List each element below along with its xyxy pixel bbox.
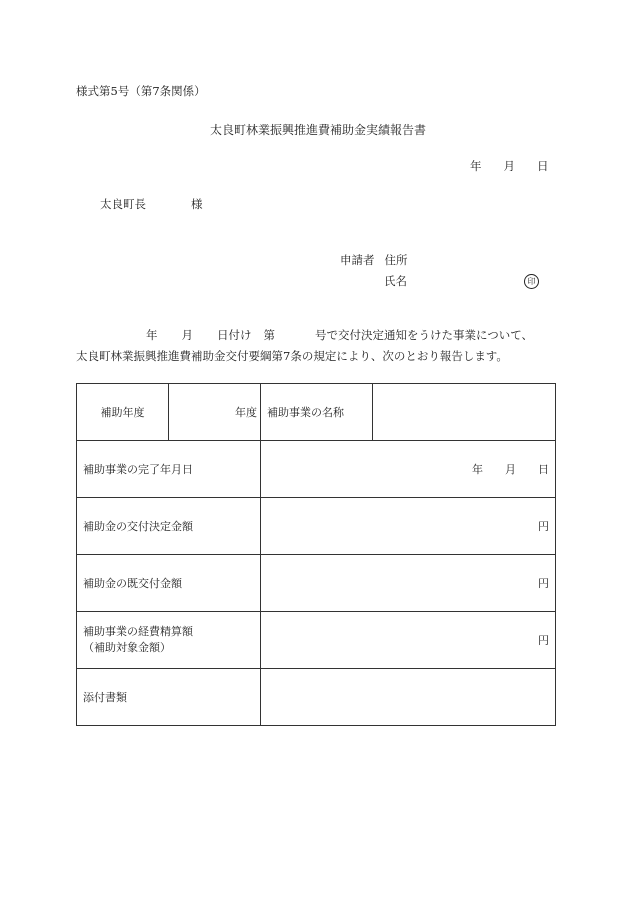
table-row — [77, 612, 556, 669]
table-row — [77, 555, 556, 612]
expense-value[interactable]: 円 — [261, 612, 556, 669]
expense-label-line2: （補助対象金額） — [83, 641, 171, 654]
addressee-honorific: 様 — [191, 197, 203, 211]
table-row — [77, 498, 556, 555]
applicant-address-line — [340, 255, 408, 267]
completion-date-label: 補助事業の完了年月日 — [77, 441, 261, 498]
address-label: 住所 — [384, 253, 408, 267]
date-year: 年 — [470, 159, 482, 173]
applicant-name-label: 氏名 — [384, 274, 407, 288]
table-row — [77, 384, 556, 441]
seal-mark — [524, 274, 539, 289]
body-line1-rest: 号で交付決定通知をうけた事業について、 — [315, 328, 534, 342]
addressee-name: 太良町長 — [100, 197, 146, 211]
completion-day: 日 — [538, 463, 549, 476]
addressee — [100, 199, 203, 211]
grant-paid-value[interactable]: 円 — [261, 555, 556, 612]
body-day-dated: 日付け — [217, 328, 252, 342]
body-year: 年 — [146, 328, 158, 342]
body-month: 月 — [181, 328, 193, 342]
project-name-value[interactable] — [373, 384, 556, 441]
seal-icon: 印 — [524, 274, 539, 289]
attachments-label: 添付書類 — [77, 669, 261, 726]
expense-label — [77, 612, 261, 669]
attachments-value[interactable] — [261, 669, 556, 726]
body-no-prefix: 第 — [263, 328, 275, 342]
fiscal-year-label: 補助年度 — [77, 384, 169, 441]
document-title: 太良町林業振興推進費補助金実績報告書 — [210, 123, 427, 137]
completion-year: 年 — [472, 463, 483, 476]
date-month: 月 — [503, 159, 515, 173]
project-name-label: 補助事業の名称 — [261, 384, 373, 441]
body-line-1 — [146, 330, 533, 342]
grant-decision-value[interactable]: 円 — [261, 498, 556, 555]
applicant-label: 申請者 — [340, 253, 375, 267]
form-number: 様式第5号（第7条関係） — [76, 84, 206, 98]
expense-label-line1: 補助事業の経費精算額 — [83, 624, 193, 638]
table-row — [77, 441, 556, 498]
table-row — [77, 669, 556, 726]
report-date — [470, 161, 549, 173]
grant-decision-label: 補助金の交付決定金額 — [77, 498, 261, 555]
body-line-2: 太良町林業振興推進費補助金交付要綱第7条の規定により、次のとおり報告します。 — [76, 349, 508, 363]
date-day: 日 — [537, 159, 549, 173]
completion-date-value[interactable] — [261, 441, 556, 498]
grant-paid-label: 補助金の既交付金額 — [77, 555, 261, 612]
report-table — [76, 383, 556, 726]
fiscal-year-value[interactable]: 年度 — [169, 384, 261, 441]
completion-month: 月 — [505, 463, 516, 476]
